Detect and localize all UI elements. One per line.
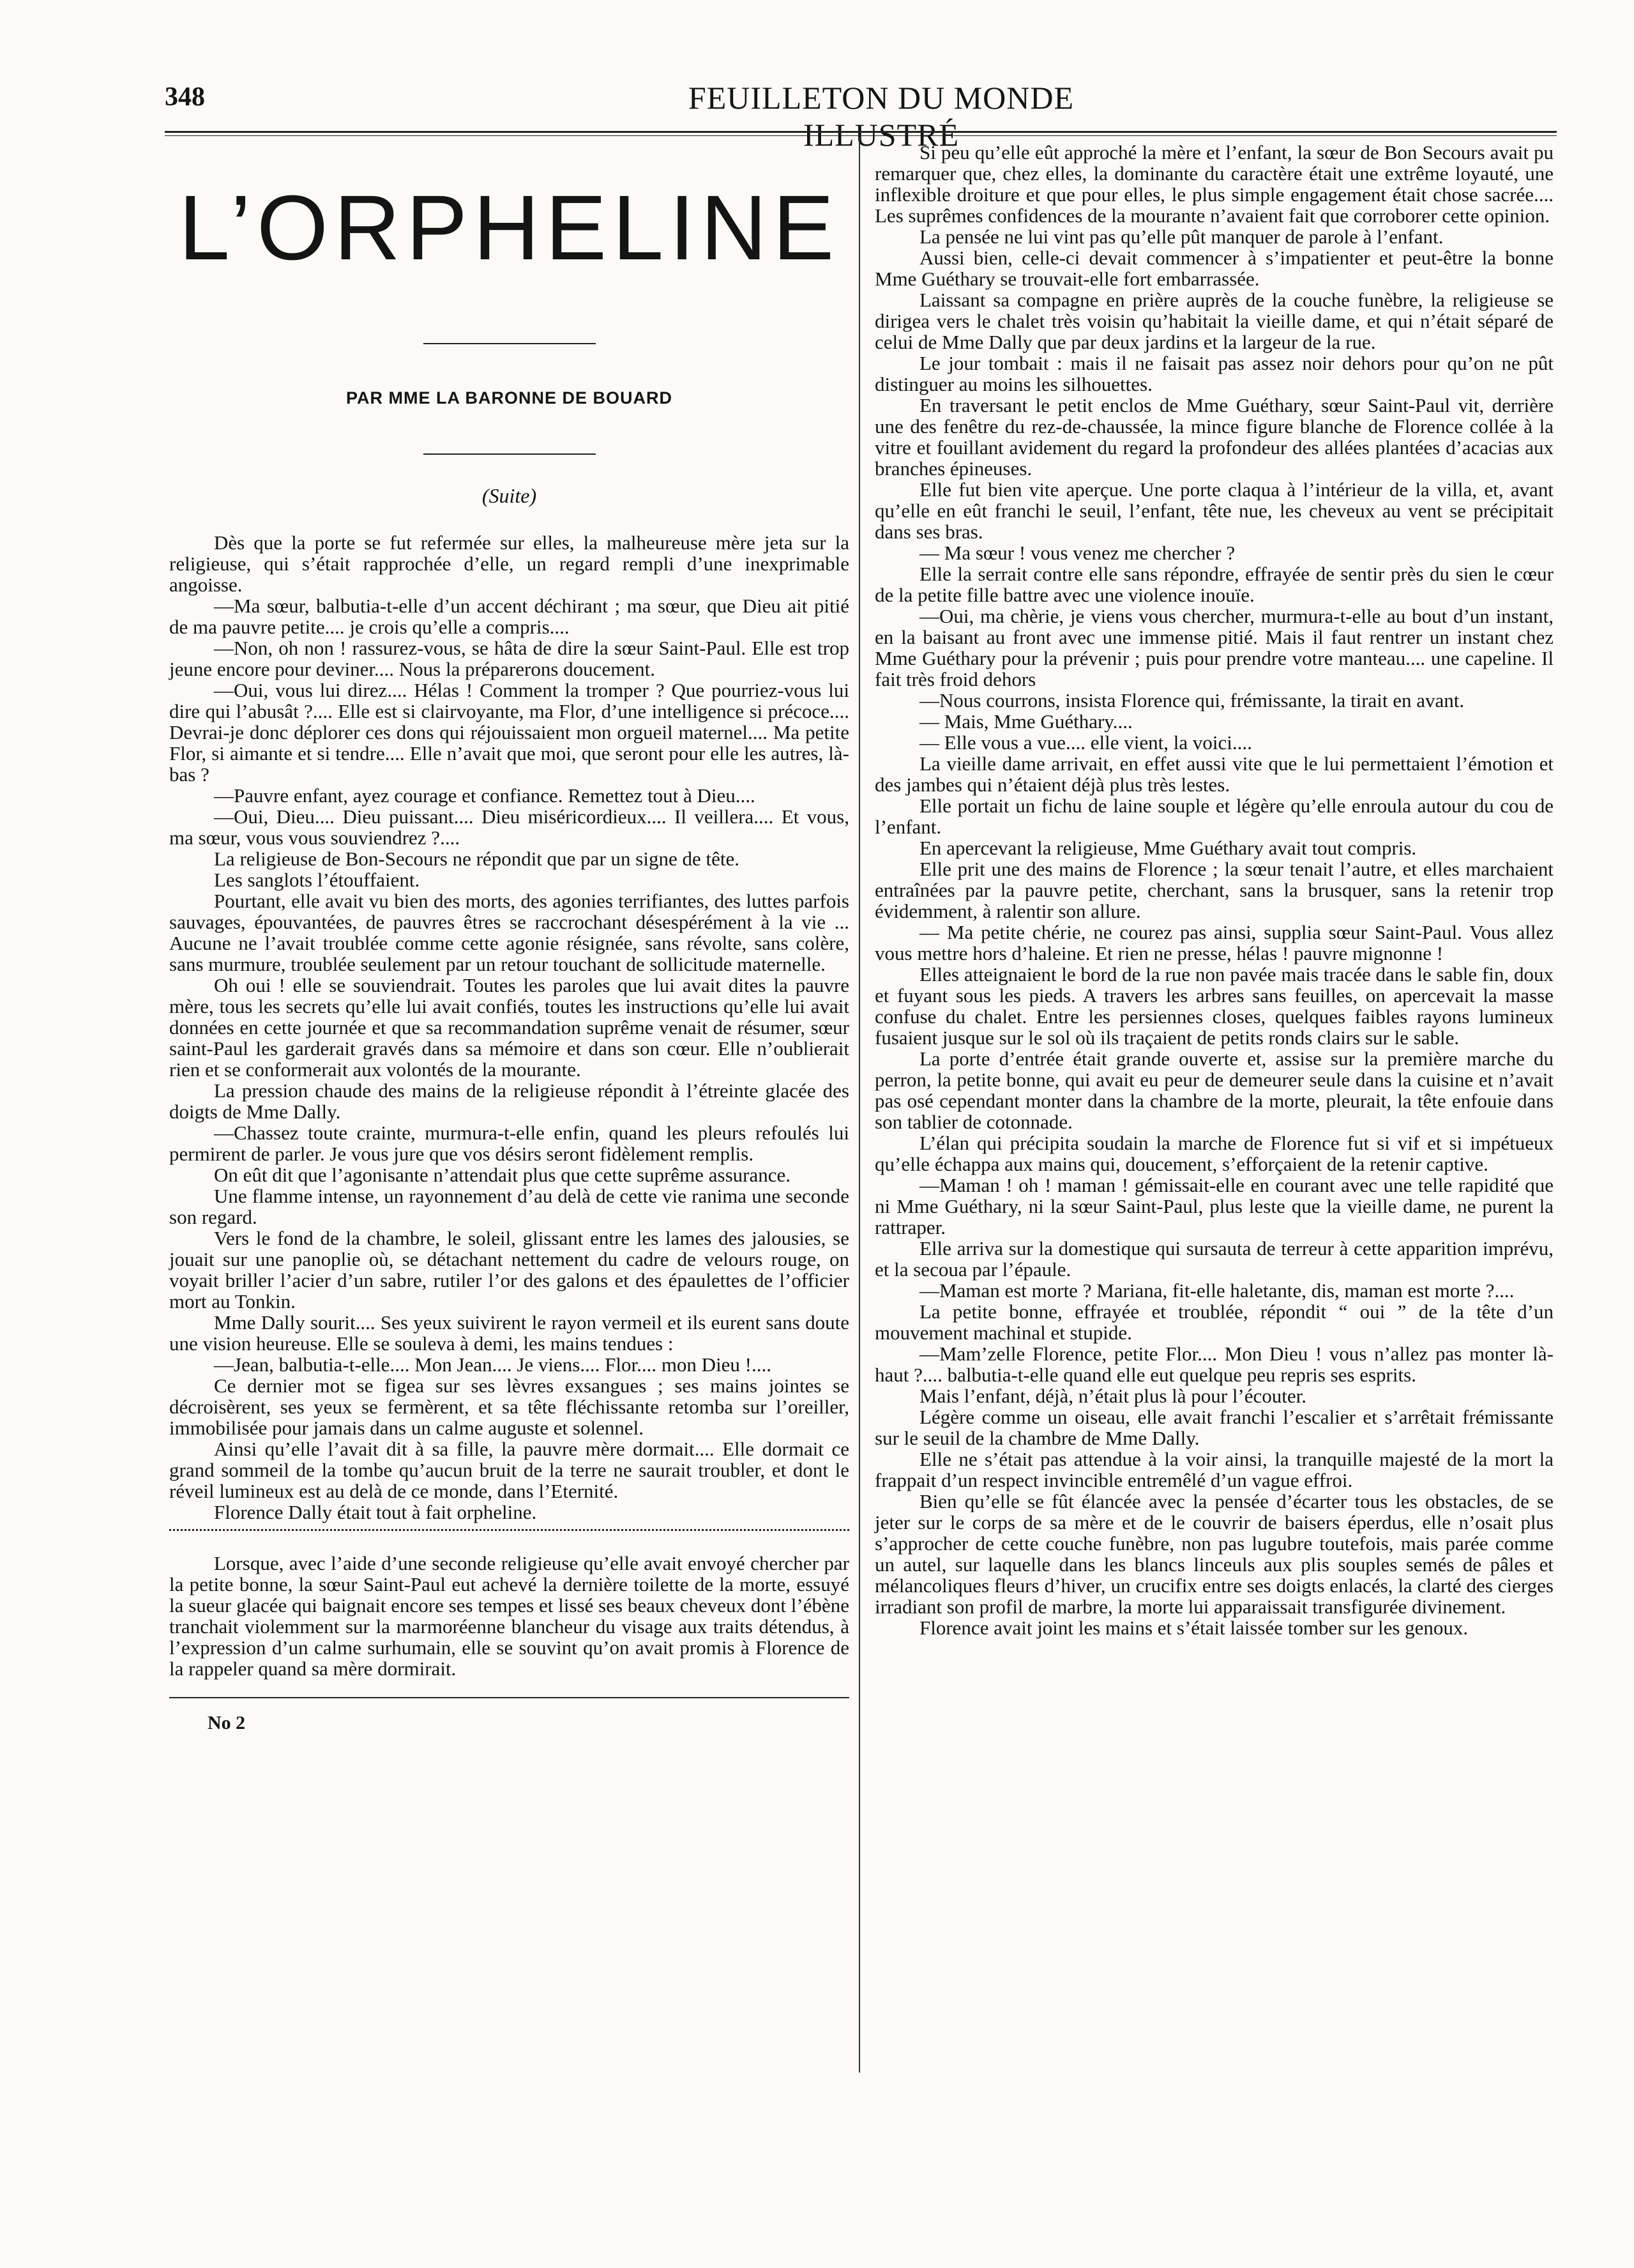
article-title: L’ORPHELINE [178, 176, 840, 279]
paragraph: La pensée ne lui vint pas qu’elle pût manquer de parole à l’enfant. [919, 225, 1444, 248]
left-paragraphs-after-break [169, 1553, 849, 1679]
paragraph: Mme Dally sourit.... Ses yeux suivirent le rayon vermeil et ils eurent sans doute une vision heureuse. Elle se souleva à demi, les mains tendues : [169, 1311, 849, 1355]
left-paragraphs [169, 532, 849, 1523]
paragraph: Vers le fond de la chambre, le soleil, glissant entre les lames des jalousies, se jouait sur une panoplie où, se détachant nettement du cadre de velours rouge, on voyait briller l’acier d’un sabre, rutiler l’or des galons et des épaulettes de l’officier mort au Tonkin. [169, 1227, 849, 1313]
paragraph: Ainsi qu’elle l’avait dit à sa fille, la pauvre mère dormait.... Elle dormait ce grand sommeil de la tombe qu’aucun bruit de la terre ne saurait troubler, et dont le réveil lumineux est au delà de ce monde, dans l’Eternité. [169, 1438, 849, 1502]
column-divider [859, 137, 860, 2073]
paragraph: La religieuse de Bon-Secours ne répondit que par un signe de tête. [214, 848, 739, 870]
paragraph: Une flamme intense, un rayonnement d’au delà de cette vie ranima une seconde son regard. [169, 1185, 849, 1228]
paragraph: —Maman est morte ? Mariana, fit-elle haletante, dis, maman est morte ?.... [919, 1279, 1515, 1302]
paragraph: Florence avait joint les mains et s’était laissée tomber sur les genoux. [919, 1617, 1469, 1639]
continuation-label: (Suite) [481, 484, 537, 507]
paragraph: — Mais, Mme Guéthary.... [919, 710, 1133, 733]
paragraph: Bien qu’elle se fût élancée avec la pensée d’écarter tous les obstacles, de se jeter sur le corps de sa mère et de le couvrir de baisers éperdus, elle n’osait plus s’approcher de cette couche funèbre, non pas lugubre toutefois, mais parée comme un autel, sur laquelle dans les blancs linceuls aux plis souples semés de pâles et mélancoliques fleurs d’hiver, un crucifix entre ses doigts enlacés, la clarté des cierges irradiant son profil de marbre, la morte lui apparaissait transfigurée divinement. [875, 1490, 1554, 1618]
paragraph: —Pauvre enfant, ayez courage et confiance. Remettez tout à Dieu.... [214, 784, 755, 807]
running-head: FEUILLETON DU MONDE ILLUSTRÉ [688, 80, 1075, 153]
right-column [875, 142, 1554, 1638]
paragraph: Les sanglots l’étouffaient. [214, 869, 420, 891]
paragraph: Elle arriva sur la domestique qui sursauta de terreur à cette apparition imprévu, et la secoua par l’épaule. [875, 1237, 1554, 1281]
paragraph: Florence Dally était tout à fait orpheline. [214, 1501, 537, 1523]
paragraph: La pression chaude des mains de la religieuse répondit à l’étreinte glacée des doigts de Mme Dally. [169, 1079, 849, 1123]
paragraph: Dès que la porte se fut refermée sur elles, la malheureuse mère jeta sur la religieuse, qui s’était rapprochée d’elle, un regard rempli d’une inexprimable angoisse. [169, 531, 849, 596]
paragraph: Si peu qu’elle eût approché la mère et l’enfant, la sœur de Bon Secours avait pu remarquer que, chez elles, la dominante du caractère était une extrême loyauté, une inflexible droiture et que pour elles, le plus simple engagement était chose sacrée.... Les suprêmes confidences de la mourante n’avaient fait que corroborer cette opinion. [875, 141, 1554, 227]
page-number: 348 [165, 82, 205, 112]
paragraph: Légère comme un oiseau, elle avait franchi l’escalier et s’arrêtait frémissante sur le seuil de la chambre de Mme Dally. [875, 1406, 1554, 1449]
paragraph: Elle ne s’était pas attendue à la voir ainsi, la tranquille majesté de la mort la frappait d’un respect invincible entremêlé d’un vague effroi. [875, 1448, 1554, 1491]
section-break [169, 1529, 849, 1531]
paragraph: — Ma sœur ! vous venez me chercher ? [919, 542, 1236, 564]
paragraph: La petite bonne, effrayée et troublée, répondit “ oui ” de la tête d’un mouvement machinal et stupide. [875, 1300, 1554, 1344]
paragraph: —Oui, Dieu.... Dieu puissant.... Dieu miséricordieux.... Il veillera.... Et vous, ma sœur, vous vous souviendrez ?.... [169, 805, 849, 849]
header-rule [165, 131, 1557, 136]
paragraph: L’élan qui précipita soudain la marche de Florence fut si vif et si impétueux qu’elle échappa aux mains qui, doucement, s’efforçaient de la retenir captive. [875, 1132, 1554, 1175]
paragraph: —Oui, ma chèrie, je viens vous chercher, murmura-t-elle au bout d’un instant, en la baisant au front avec une immense pitié. Mais il faut rentrer un instant chez Mme Guéthary pour la prévenir ; puis pour prendre votre manteau.... une capeline. Il fait très froid dehors [875, 605, 1554, 690]
paragraph: En apercevant la religieuse, Mme Guéthary avait tout compris. [919, 837, 1417, 859]
left-column [169, 147, 849, 1733]
paragraph: —Maman ! oh ! maman ! gémissait-elle en courant avec une telle rapidité que ni Mme Guéthary, ni la sœur Saint-Paul, plus leste que la vieille dame, ne purent la rattraper. [875, 1174, 1554, 1238]
paragraph: —Chassez toute crainte, murmura-t-elle enfin, quand les pleurs refoulés lui permirent de parler. Je vous jure que vos désirs seront fidèlement remplis. [169, 1122, 849, 1165]
paragraph: Mais l’enfant, déjà, n’était plus là pour l’écouter. [919, 1385, 1307, 1407]
paragraph: —Jean, balbutia-t-elle.... Mon Jean.... Je viens.... Flor.... mon Dieu !.... [214, 1353, 772, 1376]
title-rule [423, 343, 596, 344]
paragraph: — Ma petite chérie, ne courez pas ainsi, supplia sœur Saint-Paul. Vous allez vous mettre hors d’haleine. Et rien ne presse, hélas ! pauvre mignonne ! [875, 921, 1554, 964]
paragraph: Laissant sa compagne en prière auprès de la couche funèbre, la religieuse se dirigea vers le chalet très voisin qu’habitait la vieille dame, et qui n’était séparé de celui de Mme Dally que par deux jardins et la largeur de la rue. [875, 289, 1554, 353]
paragraph: La porte d’entrée était grande ouverte et, assise sur la première marche du perron, la petite bonne, qui avait eu peur de demeurer seule dans la cuisine et n’avait pas osé cependant monter dans la chambre de la morte, pleurait, la tête enfouie dans son tablier de cotonnade. [875, 1047, 1554, 1133]
author-rule [423, 453, 596, 455]
paragraph: Ce dernier mot se figea sur ses lèvres exsangues ; ses mains jointes se décroisèrent, ses yeux se fermèrent, et sa tête fléchissante retomba sur l’oreiller, immobilisée pour jamais dans un calme auguste et solennel. [169, 1374, 849, 1439]
paragraph: Oh oui ! elle se souviendrait. Toutes les paroles que lui avait dites la pauvre mère, tous les secrets qu’elle lui avait confiés, toutes les instructions qu’elle lui avait données en cette journée et que sa recommandation suprême venait de résumer, sœur saint-Paul les garderait gravés dans sa mémoire et dans son cœur. Elle n’oublierait rien et se conformerait aux volontés de la mourante. [169, 974, 849, 1081]
article-author: PAR MME LA BARONNE DE BOUARD [346, 388, 672, 407]
paragraph: La vieille dame arrivait, en effet aussi vite que le lui permettaient l’émotion et des jambes qui n’étaient déjà plus très lestes. [875, 752, 1554, 796]
paragraph: —Ma sœur, balbutia-t-elle d’un accent déchirant ; ma sœur, que Dieu ait pitié de ma pauvre petite.... je crois qu’elle a compris.... [169, 595, 849, 638]
footer-rule [169, 1697, 849, 1698]
paragraph: —Nous courrons, insista Florence qui, frémissante, la tirait en avant. [919, 689, 1465, 712]
issue-number: No 2 [208, 1712, 246, 1733]
paragraph: Elles atteignaient le bord de la rue non pavée mais tracée dans le sable fin, doux et fuyant sous les pieds. A travers les arbres sans feuilles, on apercevait la masse confuse du chalet. Entre les persiennes closes, quelques faibles rayons lumineux fusaient jusque sur le sol où ils traçaient de petits ronds clairs sur le sable. [875, 963, 1554, 1049]
paragraph: Elle fut bien vite aperçue. Une porte claqua à l’intérieur de la villa, et, avant qu’elle en eût franchi le seuil, l’enfant, tête nue, les cheveux au vent se précipitait dans ses bras. [875, 478, 1554, 543]
paragraph: Aussi bien, celle-ci devait commencer à s’impatienter et peut-être la bonne Mme Guéthary se trouvait-elle fort embarrassée. [875, 247, 1554, 290]
paragraph: Lorsque, avec l’aide d’une seconde religieuse qu’elle avait envoyé chercher par la petite bonne, la sœur Saint-Paul eut achevé la dernière toilette de la morte, essuyé la sueur glacée qui baignait encore ses tempes et lissé ses beaux cheveux dont l’ébène tranchait violemment sur la marmoréenne blancheur du visage aux traits détendus, à l’expression d’un calme surhumain, elle se souvint qu’on avait promis à Florence de la rappeler quand sa mère dormirait. [169, 1552, 849, 1680]
paragraph: —Non, oh non ! rassurez-vous, se hâta de dire la sœur Saint-Paul. Elle est trop jeune encore pour deviner.... Nous la préparerons doucement. [169, 637, 849, 680]
paragraph: —Oui, vous lui direz.... Hélas ! Comment la tromper ? Que pourriez-vous lui dire qui l’abusât ?.... Elle est si clairvoyante, ma Flor, d’une intelligence si précoce.... Devrai-je donc déplorer ces dons qui réjouissaient mon orgueil maternel.... Ma petite Flor, si aimante et si tendre.... Elle n’avait que moi, que seront pour elle les autres, là-bas ? [169, 679, 849, 786]
paragraph: On eût dit que l’agonisante n’attendait plus que cette suprême assurance. [214, 1164, 791, 1186]
paragraph: Pourtant, elle avait vu bien des morts, des agonies terrifiantes, des luttes parfois sauvages, épouvantées, de pauvres êtres se raccrochant désespérément à la vie ... Aucune ne l’avait troublée comme cette agonie résignée, sans révolte, sans colère, sans murmure, troublée seulement par un retour touchant de sollicitude maternelle. [169, 890, 849, 975]
paragraph: —Mam’zelle Florence, petite Flor.... Mon Dieu ! vous n’allez pas monter là-haut ?.... balbutia-t-elle quand elle eut quelque peu repris ses esprits. [875, 1343, 1554, 1386]
paragraph: En traversant le petit enclos de Mme Guéthary, sœur Saint-Paul vit, derrière une des fenêtre du rez-de-chaussée, la mince figure blanche de Florence collée à la vitre et fouillant avidement du regard la profondeur des allées plantées d’acacias aux branches épineuses. [875, 394, 1554, 480]
paragraph: Elle prit une des mains de Florence ; la sœur tenait l’autre, et elles marchaient entraînées par la pauvre petite, cherchant, sans la brusquer, sans la retenir trop évidemment, à ralentir son allure. [875, 858, 1554, 922]
paragraph: Elle portait un fichu de laine souple et légère qu’elle enroula autour du cou de l’enfant. [875, 795, 1554, 838]
paragraph: — Elle vous a vue.... elle vient, la voici.... [919, 731, 1252, 754]
right-paragraphs [875, 142, 1554, 1638]
paragraph: Le jour tombait : mais il ne faisait pas assez noir dehors pour qu’on ne pût distinguer au moins les silhouettes. [875, 352, 1554, 395]
paragraph: Elle la serrait contre elle sans répondre, effrayée de sentir près du sien le cœur de la petite fille battre avec une violence inouïe. [875, 563, 1554, 606]
